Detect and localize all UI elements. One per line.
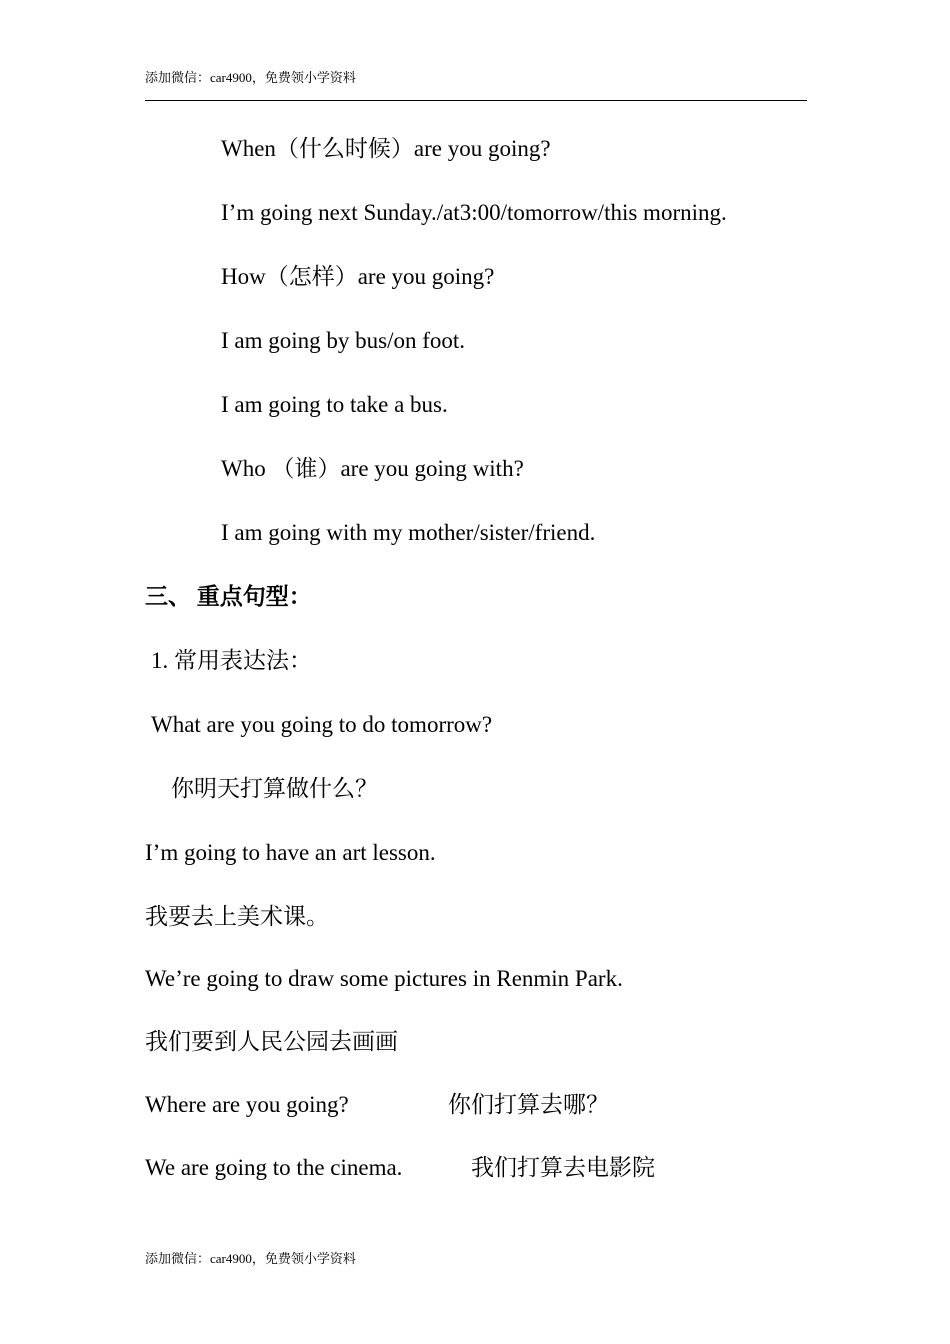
text-line-en: Where are you going? (145, 1092, 349, 1117)
section-heading: 三、 重点句型： (145, 584, 312, 609)
footer-text: 添加微信：car4900，免费领小学资料 (145, 1251, 356, 1266)
text-line: How（怎样）are you going? (221, 264, 495, 289)
text-line-en: We are going to the cinema. (145, 1155, 403, 1180)
text-line-zh: 我们打算去电影院 (471, 1155, 655, 1180)
text-line: I am going with my mother/sister/friend. (221, 520, 596, 545)
text-line: I am going to take a bus. (221, 392, 448, 417)
text-line: We’re going to draw some pictures in Renmin Park. (145, 966, 623, 991)
text-line: What are you going to do tomorrow? (151, 712, 493, 737)
text-line: I’m going next Sunday./at3:00/tomorrow/this morning. (221, 200, 727, 225)
text-line: Who （谁）are you going with? (221, 456, 524, 481)
text-line: 你明天打算做什么？ (171, 776, 378, 801)
text-line: When（什么时候）are you going? (221, 136, 551, 161)
text-line: I am going by bus/on foot. (221, 328, 466, 353)
header-text: 添加微信：car4900，免费领小学资料 (145, 70, 356, 85)
text-line-zh: 你们打算去哪？ (448, 1092, 609, 1117)
text-line: 我要去上美术课。 (145, 904, 329, 929)
header-divider (145, 100, 807, 101)
text-line: 我们要到人民公园去画画 (145, 1029, 398, 1054)
text-line: I’m going to have an art lesson. (145, 840, 436, 865)
subheading: 1. 常用表达法： (151, 648, 312, 673)
